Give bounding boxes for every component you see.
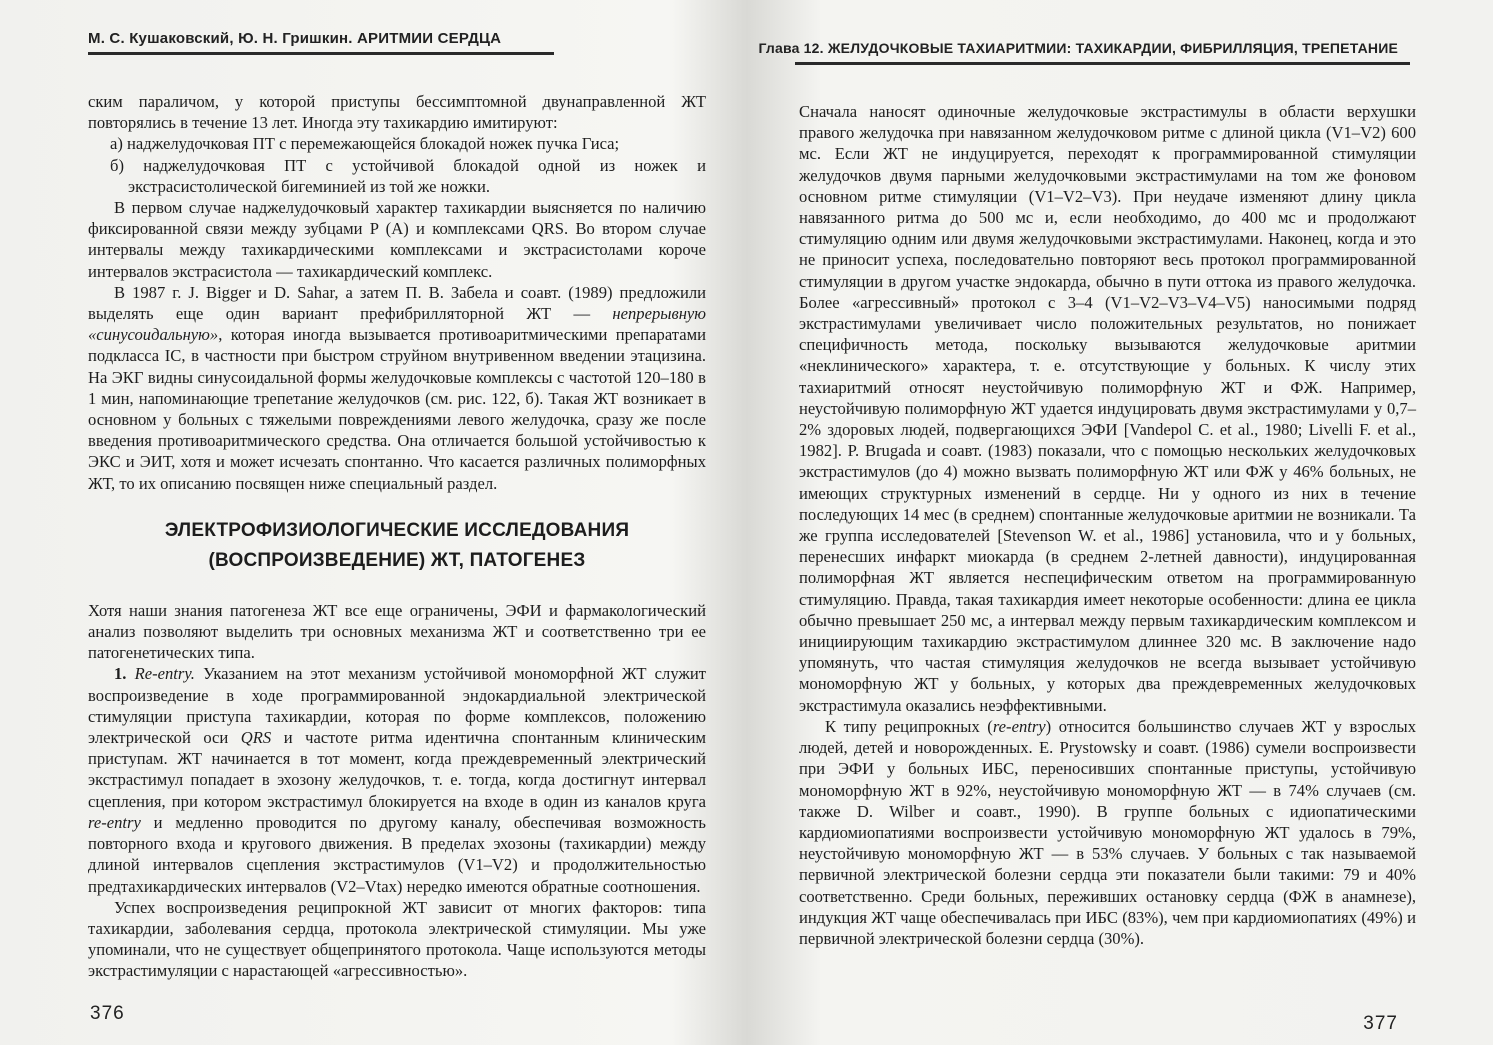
list-number: 1. <box>114 664 135 684</box>
text-span: К типу реципрокных ( <box>825 716 993 736</box>
text-span: ) относится большинство случаев ЖТ у взрослых людей, детей и новорожденных. E. Prystowsky и соавт. (1986) сумели воспроизвести при ЭФИ у больных ИБС, переносивших спонтанные приступы, устойчивую мономорфную ЖТ в 92%, неустойчивую мономорфную ЖТ — в 74% случаев (см. также D. Wilber и соавт., 1990). В группе больных с идиопатическими кардиомиопатиями воспроизвести устойчивую мономорфную ЖТ удалось в 79%, неустойчивую мономорфную ЖТ — в 53% случаев. У больных с так называемой первичной электрической болезни сердца эти показатели были такими: 79 и 40% соответственно. Среди больных, переживших остановку сердца (ФЖ в анамнезе), индукция ЖТ чаще обеспечивалась при ИБС (83%), чем при кардиомиопатиях (49%) и первичной электрической болезни сердца (30%). <box>799 716 1417 948</box>
left-page <box>0 0 746 1045</box>
heading-line: (ВОСПРОИЗВЕДЕНИЕ) ЖТ, ПАТОГЕНЕЗ <box>208 549 586 571</box>
page-number: 377 <box>1363 1013 1398 1034</box>
paragraph <box>88 282 706 494</box>
text-span: и частоте ритма идентична спонтанным клиническим приступам. ЖТ начинается в тот момент, когда преждевременный электрический экстрастимул попадает в эхозону желудочков, т. е. тогда, когда достигнут интервал сцепления, при котором экстрастимул блокируется на входе в один из каналов круга <box>88 728 706 811</box>
emphasis: re-entry <box>992 716 1046 736</box>
list-item: б) наджелудочковая ПТ с устойчивой блокадой одной из ножек и экстрасистолической бигеминией из той же ножки. <box>110 155 706 196</box>
paragraph: ским параличом, у которой приступы бессимптомной двунаправленной ЖТ повторялись в течение 13 лет. Иногда эту тахикардию имитируют: <box>88 92 706 133</box>
running-head: Глава 12. ЖЕЛУДОЧКОВЫЕ ТАХИАРИТМИИ: ТАХИКАРДИИ, ФИБРИЛЛЯЦИЯ, ТРЕПЕТАНИЕ <box>758 40 1398 56</box>
list-item: а) наджелудочковая ПТ с перемежающейся блокадой ножек пучка Гиса; <box>110 134 620 154</box>
header-rule <box>795 62 1410 65</box>
emphasis: Re-entry. <box>134 664 195 684</box>
right-page <box>746 0 1493 1045</box>
paragraph: Хотя наши знания патогенеза ЖТ все еще ограничены, ЭФИ и фармакологический анализ позволяют выделить три основных механизма ЖТ и соответственно три ее патогенетических типа. <box>88 600 706 663</box>
section-heading <box>88 516 706 576</box>
paragraph <box>799 716 1416 949</box>
paragraph <box>88 663 706 896</box>
text-span: Указанием на этот механизм устойчивой мономорфной ЖТ служит воспроизведение в ходе программированной эндокардиальной электрической стимуляции приступа тахикардии, которая по форме комплексов, положению электрической оси <box>88 664 706 748</box>
paragraph: Сначала наносят одиночные желудочковые экстрастимулы в области верхушки правого желудочка при навязанном желудочковом ритме с длиной цикла (V1–V2) 600 мс. Если ЖТ не индуцируется, переходят к программированной стимуляции желудочков двумя парными желудочковыми экстрастимулами на том же фоновом основном ритме стимуляции (V1–V2–V3). При неудаче изменяют длину цикла навязанного ритма до 500 мс и, если необходимо, до 400 мс и продолжают стимуляцию одним или двумя желудочковыми экстрастимулами. Наконец, когда и это не приносит успеха, последовательно повторяют весь протокол программированной стимуляции в другом участке эндокарда, обычно в пути оттока из правого желудочка. Более «агрессивный» протокол с 3–4 (V1–V2–V3–V4–V5) наносимыми подряд экстрастимулами увеличивает число положительных результатов, но понижает специфичность метода, поскольку вызываются желудочковые аритмии «неклинического» характера, т. е. отсутствующие у больных. К числу этих тахиаритмий относят неустойчивую полиморфную ЖТ и ФЖ. Например, неустойчивую полиморфную ЖТ удается индуцировать двумя экстрастимулами у 0,7–2% здоровых людей, подвергающихся ЭФИ [Vandepol C. et al., 1980; Livelli F. et al., 1982]. P. Brugada и соавт. (1983) показали, что с помощью нескольких желудочковых экстрастимулов (до 4) можно вызвать полиморфную ЖТ или ФЖ у 46% больных, не имеющих структурных изменений в сердце. Ни у одного из них в течение последующих 14 мес (в среднем) спонтанные желудочковые аритмии не возникали. Та же группа исследователей [Stevenson W. et al., 1986] установила, что и у больных, перенесших инфаркт миокарда (в среднем 2-летней давности), индуцированная полиморфная ЖТ является неспецифическим ответом на программированную стимуляцию. Правда, такая тахикардия имеет некоторые особенности: длина ее цикла обычно превышает 250 мс, а интервал между первым тахикардическим комплексом и инициирующим тахикардию экстрастимулом длиннее 320 мс. В заключение надо упомянуть, что частая стимуляция желудочков не всегда вызывает устойчивую мономорфную ЖТ у больных, у которых два преждевременных желудочковых экстрастимула оказались неэффективными. <box>799 102 1416 715</box>
header-rule <box>88 52 554 55</box>
paragraph: В первом случае наджелудочковый характер тахикардии выясняется по наличию фиксированной связи между зубцами P (A) и комплексами QRS. Во втором случае интервалы между тахикардическими комплексами и экстрасистолами короче интервалов экстрасистола — тахикардический комплекс. <box>88 198 706 281</box>
text-span: В 1987 г. J. Bigger и D. Sahar, а затем П. В. Забела и соавт. (1989) предложили выделять еще один вариант префибрилляторной ЖТ — <box>88 282 706 324</box>
paragraph: Успех воспроизведения реципрокной ЖТ зависит от многих факторов: типа тахикардии, заболевания сердца, протокола электрической стимуляции. Мы уже упоминали, что не существует общепринятого протокола. Чаще используются методы экстрастимуляции с нарастающей «агрессивностью». <box>88 897 706 981</box>
right-body-text <box>799 101 1416 949</box>
emphasis: непрерывную «синусоидальную» <box>88 304 706 345</box>
text-span: , которая иногда вызывается противоаритмическими препаратами подкласса IC, в частности при быстром струйном внутривенном введении этацизина. На ЭКГ видны синусоидальной формы желудочковые комплексы с частотой 120–180 в 1 мин, напоминающие трепетание желудочков (см. рис. 122, б). Такая ЖТ возникает в основном у больных с тяжелыми повреждениями левого желудочка, сразу же после введения противоаритмического средства. Она отличается большой устойчивостью к ЭКС и ЭИТ, хотя и может исчезать спонтанно. Что касается различных полиморфных ЖТ, то их описанию посвящен ниже специальный раздел. <box>88 325 706 493</box>
emphasis: re-entry <box>88 812 141 832</box>
emphasis: QRS <box>240 728 272 748</box>
running-head: М. С. Кушаковский, Ю. Н. Гришкин. АРИТМИИ СЕРДЦА <box>88 30 502 47</box>
left-body-text <box>88 91 706 982</box>
text-span: и медленно проводится по другому каналу, обеспечивая возможность повторного входа и кругового движения. В пределах эхозоны (тахикардии) между длиной интервалов сцепления экстрастимулов (V1–V2) и продолжительностью предтахикардических интервалов (V2–Vtax) нередко имеются обратные соотношения. <box>88 812 706 896</box>
page-number: 376 <box>90 1003 125 1024</box>
heading-line: ЭЛЕКТРОФИЗИОЛОГИЧЕСКИЕ ИССЛЕДОВАНИЯ <box>164 519 630 541</box>
